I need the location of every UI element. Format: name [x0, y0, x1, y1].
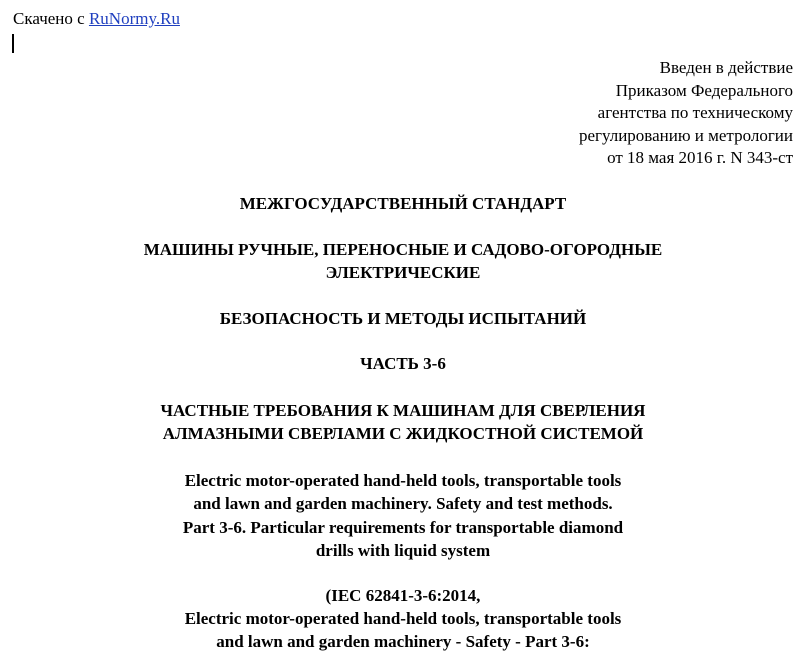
approval-line: регулированию и метрологии: [578, 125, 793, 145]
particular-requirements-heading: [0, 399, 799, 445]
approval-line: Введен в действие: [659, 58, 793, 77]
source-line: [13, 9, 180, 29]
document-title: [0, 238, 799, 284]
english-line: and lawn and garden machinery. Safety and test methods.: [193, 494, 613, 514]
standard-type-heading: [0, 193, 799, 215]
text-cursor: [12, 34, 14, 53]
part-heading: [0, 353, 799, 375]
title-line: МАШИНЫ РУЧНЫЕ, ПЕРЕНОСНЫЕ И САДОВО-ОГОРОДНЫЕ: [143, 240, 663, 259]
english-line: drills with liquid system: [315, 540, 491, 560]
particular-line: ЧАСТНЫЕ ТРЕБОВАНИЯ К МАШИНАМ ДЛЯ СВЕРЛЕНИЯ: [160, 401, 646, 420]
english-line: Electric motor-operated hand-held tools, transportable tools: [184, 471, 622, 490]
part-text: ЧАСТЬ 3-6: [360, 354, 446, 373]
safety-heading: [0, 308, 799, 330]
approval-line: от 18 мая 2016 г. N 343-ст: [607, 148, 793, 167]
particular-line: АЛМАЗНЫМИ СВЕРЛАМИ С ЖИДКОСТНОЙ СИСТЕМОЙ: [162, 424, 644, 443]
iec-line: Electric motor-operated hand-held tools, transportable tools: [184, 609, 622, 628]
english-line: Part 3-6. Particular requirements for transportable diamond: [182, 517, 624, 537]
approval-block: [463, 57, 793, 170]
approval-line: агентства по техническому: [597, 103, 793, 122]
iec-line: (IEC 62841-3-6:2014,: [325, 586, 481, 605]
title-line: ЭЛЕКТРИЧЕСКИЕ: [325, 263, 481, 282]
source-link[interactable]: RuNormy.Ru: [88, 9, 180, 28]
iec-line: and lawn and garden machinery - Safety - Part 3-6:: [216, 632, 590, 651]
approval-line: Приказом Федерального: [615, 80, 793, 100]
english-title: [0, 469, 799, 562]
safety-text: БЕЗОПАСНОСТЬ И МЕТОДЫ ИСПЫТАНИЙ: [219, 309, 587, 328]
source-prefix: Скачено с: [13, 9, 89, 28]
iec-reference: [0, 584, 799, 653]
standard-type-text: МЕЖГОСУДАРСТВЕННЫЙ СТАНДАРТ: [239, 194, 567, 213]
